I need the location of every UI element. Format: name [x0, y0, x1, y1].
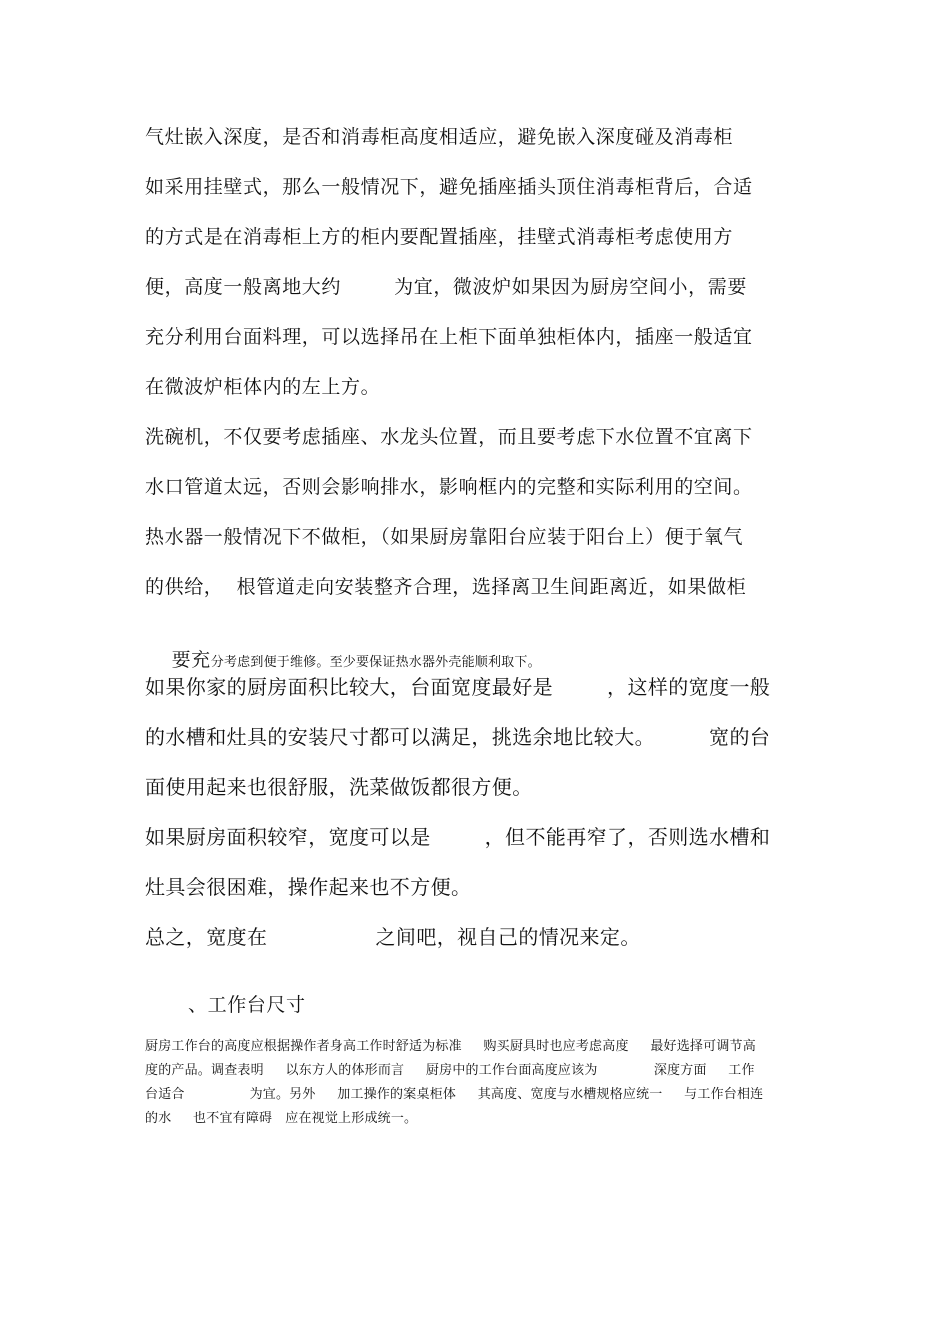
small-text-fragment: 分考虑到便于维修。至少要保证热水器外壳能顺利取下。 [210, 655, 541, 670]
text-line: 面使用起来也很舒服，洗菜做饭都很方便。 [145, 775, 533, 799]
text-line: 的供给， 根管道走向安装整齐合理，选择离卫生间距离近，如果做柜 [145, 576, 747, 598]
text-line-small: 台适合 为宜。另外 加工操作的案桌柜体 其高度、宽度与水槽规格应统一 与工作台相连 [145, 1087, 764, 1102]
text-line: 便，高度一般离地大约 为宜，微波炉如果因为厨房空间小，需要 [145, 276, 747, 298]
text-line: 如果厨房面积较窄，宽度可以是 ，但不能再窄了，否则选水槽和 [145, 825, 771, 849]
text-line: 热水器一般情况下不做柜，（如果厨房靠阳台应装于阳台上）便于氧气 [145, 526, 744, 548]
text-line: 气灶嵌入深度，是否和消毒柜高度相适应，避免嵌入深度碰及消毒柜 [145, 126, 734, 148]
text-line: 灶具会很困难，操作起来也不方便。 [145, 875, 472, 899]
text-line: 总之，宽度在 之间吧，视自己的情况来定。 [145, 925, 641, 949]
text-line-small: 的水 也不宜有障碍 应在视觉上形成统一。 [145, 1111, 418, 1126]
text-line: 如果你家的厨房面积比较大，台面宽度最好是 ，这样的宽度一般 [145, 675, 771, 699]
large-text-fragment: 要充 [171, 649, 211, 671]
text-line: 如采用挂壁式，那么一般情况下，避免插座插头顶住消毒柜背后，合适 [145, 176, 753, 198]
text-line-small: 厨房工作台的高度应根据操作者身高工作时舒适为标准 购买厨具时也应考虑高度 最好选择可调节高 [145, 1039, 756, 1054]
text-line: 充分利用台面料理，可以选择吊在上柜下面单独柜体内，插座一般适宜 [145, 326, 753, 348]
section-heading: 、工作台尺寸 [188, 994, 306, 1016]
text-line: 洗碗机，不仅要考虑插座、水龙头位置，而且要考虑下水位置不宜离下 [145, 426, 753, 448]
text-line: 的方式是在消毒柜上方的柜内要配置插座，挂壁式消毒柜考虑使用方 [145, 226, 734, 248]
text-line: 水口管道太远，否则会影响排水，影响框内的完整和实际利用的空间。 [145, 476, 753, 498]
text-line: 的水槽和灶具的安装尺寸都可以满足，挑选余地比较大。 宽的台 [145, 725, 771, 749]
text-line: 在微波炉柜体内的左上方。 [145, 376, 381, 398]
text-line-small: 度的产品。调查表明 以东方人的体形而言 厨房中的工作台面高度应该为 深度方面 工作 [145, 1063, 755, 1078]
